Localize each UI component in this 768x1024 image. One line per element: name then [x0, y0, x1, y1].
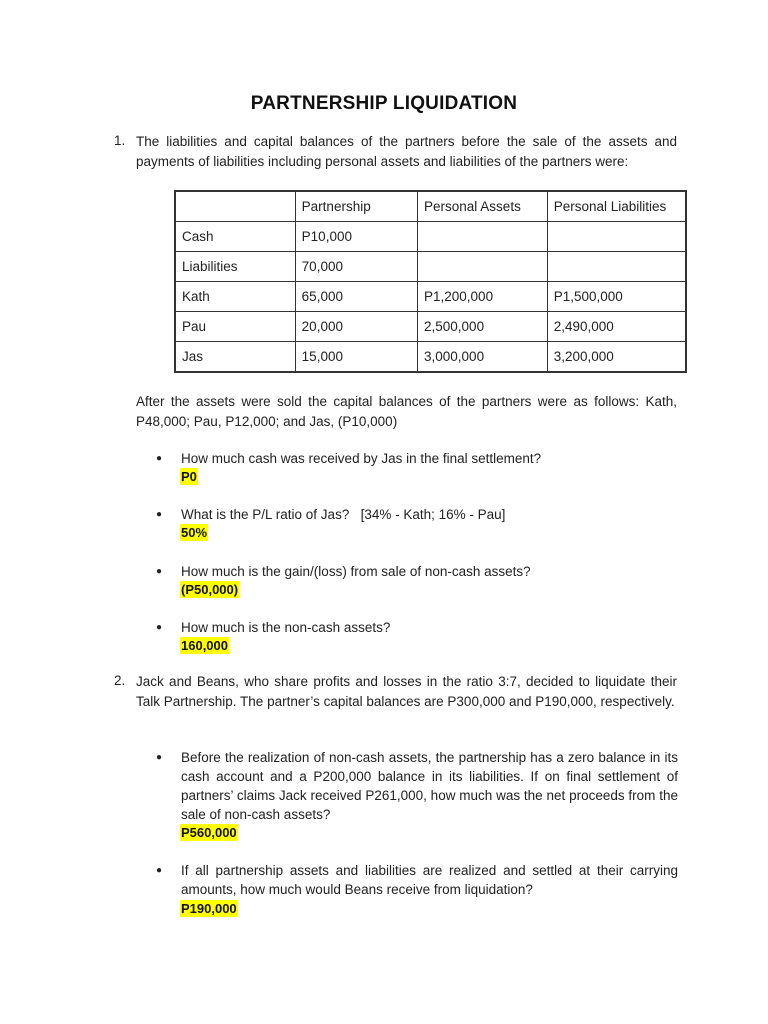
bullet-dot: ● [156, 622, 163, 633]
table-cell: 15,000 [295, 342, 417, 373]
table-row [175, 222, 686, 252]
bullet-dot: ● [156, 566, 163, 577]
header-cell [175, 191, 295, 222]
table-cell: 65,000 [295, 282, 417, 312]
q1-question-2: What is the P/L ratio of Jas? [34% - Kath; 16% - Pau] [181, 507, 506, 522]
table-cell [418, 222, 548, 252]
table-cell [547, 222, 686, 252]
bullet-dot: ● [156, 509, 163, 520]
q2-intro: Jack and Beans, who share profits and losses in the ratio 3:7, decided to liquidate their Talk Partnership. The partner’s capital balances are P300,000 and P190,000, respectively. [136, 674, 677, 709]
balances-table [174, 190, 687, 373]
q1-after-sale: After the assets were sold the capital balances of the partners were as follows: Kath, P48,000; Pau, P12,000; and Jas, (P10,000) [136, 394, 677, 429]
table-cell: 2,490,000 [547, 312, 686, 342]
q2-answer-2: P190,000 [181, 901, 237, 916]
q2-question-1: Before the realization of non-cash assets, the partnership has a zero balance in its cash account and a P200,000 balance in its liabilities. If on final settlement of partners’ claims Jack received P261,000, how much was the net proceeds from the sale of non-cash assets? [181, 750, 678, 822]
table-cell: P1,500,000 [547, 282, 686, 312]
table-cell: Pau [175, 312, 295, 342]
table-cell: Jas [175, 342, 295, 373]
table-cell: Kath [175, 282, 295, 312]
q1-answer-3: (P50,000) [181, 582, 239, 597]
bullet-dot: ● [156, 865, 163, 876]
q1-question-4: How much is the non-cash assets? [181, 620, 391, 635]
table-row [175, 252, 686, 282]
q1-question-3: How much is the gain/(loss) from sale of non-cash assets? [181, 564, 531, 579]
table-cell [547, 252, 686, 282]
table-header-row [175, 191, 686, 222]
q1-answer-4: 160,000 [181, 638, 228, 653]
item-number-2: 2. [114, 673, 126, 688]
q1-answer-1: P0 [181, 469, 197, 484]
q2-question-2: If all partnership assets and liabilities are realized and settled at their carrying amounts, how much would Beans receive from liquidation? [181, 863, 678, 897]
table-cell: 70,000 [295, 252, 417, 282]
header-cell: Partnership [295, 191, 417, 222]
table-cell: Cash [175, 222, 295, 252]
table-cell: P1,200,000 [418, 282, 548, 312]
table-cell: 3,000,000 [418, 342, 548, 373]
table-cell: P10,000 [295, 222, 417, 252]
bullet-dot: ● [156, 752, 163, 763]
table-cell: 3,200,000 [547, 342, 686, 373]
table-row [175, 282, 686, 312]
table-cell: 20,000 [295, 312, 417, 342]
table-cell [418, 252, 548, 282]
table-cell: 2,500,000 [418, 312, 548, 342]
header-cell: Personal Liabilities [547, 191, 686, 222]
page-title: PARTNERSHIP LIQUIDATION [250, 93, 518, 114]
item-number-1: 1. [114, 133, 126, 148]
q1-answer-2: 50% [181, 525, 208, 540]
table-row [175, 312, 686, 342]
table-cell: Liabilities [175, 252, 295, 282]
q1-intro: The liabilities and capital balances of the partners before the sale of the assets and payments of liabilities including personal assets and liabilities of the partners were: [136, 134, 677, 169]
q2-answer-1: P560,000 [181, 825, 237, 840]
bullet-dot: ● [156, 453, 163, 464]
q1-question-1: How much cash was received by Jas in the final settlement? [181, 451, 542, 466]
header-cell: Personal Assets [418, 191, 548, 222]
table-row [175, 342, 686, 373]
